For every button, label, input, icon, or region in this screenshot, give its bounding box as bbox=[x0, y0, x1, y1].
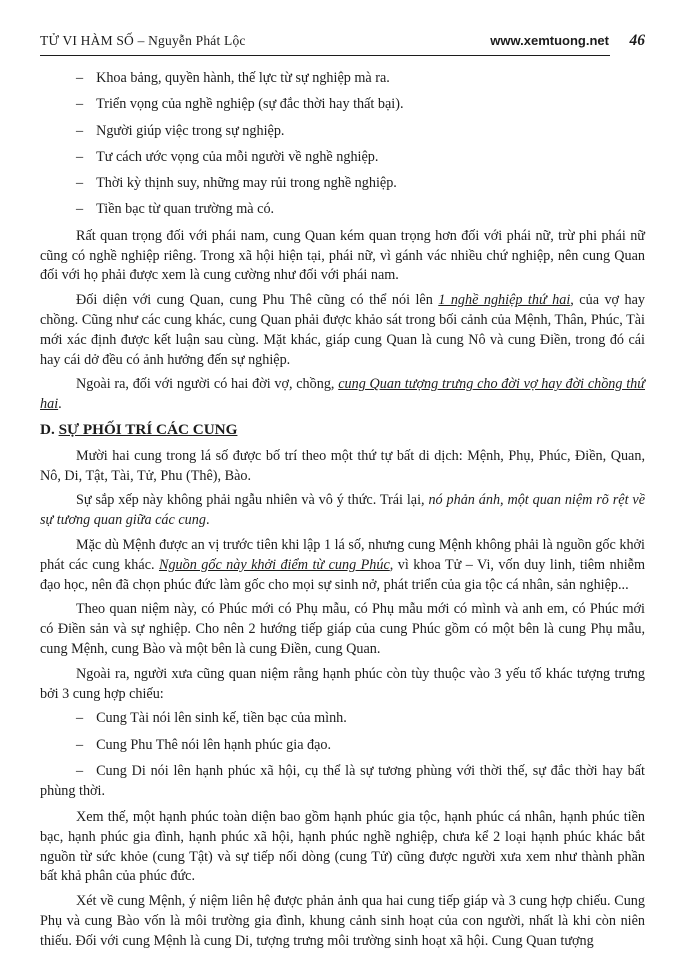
list-bullet: – bbox=[76, 96, 84, 113]
text-run: Ngoài ra, người xưa cũng quan niệm rằng hạnh phúc còn tùy thuộc vào 3 yếu tố khác tượng trưng bởi 3 cung hợp chiếu: bbox=[40, 665, 645, 702]
list-item bbox=[40, 122, 645, 142]
list-item bbox=[40, 709, 645, 729]
list-item bbox=[40, 762, 645, 802]
page-body bbox=[40, 69, 645, 952]
list-bullet: – bbox=[76, 762, 84, 779]
list-bullet: – bbox=[76, 710, 84, 727]
text-run: Người giúp việc trong sự nghiệp. bbox=[96, 122, 285, 139]
header-row bbox=[40, 32, 645, 50]
list-item bbox=[40, 69, 645, 89]
paragraph bbox=[40, 892, 645, 951]
page-header bbox=[40, 32, 645, 56]
text-run: Thời kỳ thịnh suy, những may rủi trong nghề nghiệp. bbox=[96, 175, 397, 192]
text-run: Khoa bảng, quyền hành, thế lực từ sự nghiệp mà ra. bbox=[96, 70, 390, 86]
text-run: , vì khoa Tử – Vi, vốn duy linh, tiêm nhiễm đạo học, nên đã chọn phúc đức làm gốc cho mọi sự sinh nở, phát triển của gia tộc cá nhân, sản nghiệp... bbox=[40, 556, 645, 593]
list-item bbox=[40, 95, 645, 115]
page-number: 46 bbox=[629, 32, 645, 49]
text-run: Theo quan niệm này, có Phúc mới có Phụ mẫu, có Phụ mẫu mới có mình và anh em, có Phúc mới có Điền sản và sự nghiệp. Cho nên 2 hướng tiếp giáp của cung Phúc gồm có một bên là cung Phụ mẫu, cung Mệnh, cung Bào và một bên là cung Điền, cung Quan. bbox=[40, 601, 645, 657]
text-run: Sự sắp xếp này không phải ngẫu nhiên và vô ý thức. Trái lại, bbox=[76, 492, 429, 509]
text-run: Tư cách ước vọng của mỗi người về nghề nghiệp. bbox=[96, 148, 379, 165]
paragraph bbox=[40, 491, 645, 531]
text-run: SỰ PHỐI TRÍ CÁC CUNG bbox=[58, 420, 238, 438]
list-bullet: – bbox=[76, 201, 84, 218]
list-item bbox=[40, 174, 645, 194]
list-item bbox=[40, 148, 645, 168]
text-run: . bbox=[205, 512, 210, 529]
text-run: Tiền bạc từ quan trường mà có. bbox=[96, 201, 275, 218]
paragraph bbox=[40, 600, 645, 659]
paragraph bbox=[40, 808, 645, 887]
text-run: Xem thế, một hạnh phúc toàn diện bao gồm hạnh phúc gia tộc, hạnh phúc cá nhân, hạnh phúc tiền bạc, hạnh phúc gia đình, hạnh phúc xã hội, hạnh phúc nghề nghiệp, chưa kể 2 loại hạnh phúc khác bắt nguồn từ sức khỏe (cung Tật) và sự tiếp nối dòng (cung Tử) cũng được người xưa xem như thành phần bất khả phân của phúc đức. bbox=[40, 809, 645, 885]
text-run: nó phản ánh, một quan niệm rõ rệt về sự tương quan giữa các cung bbox=[40, 492, 645, 529]
header-divider bbox=[40, 55, 610, 56]
paragraph bbox=[40, 665, 645, 705]
paragraph bbox=[40, 447, 645, 487]
text-run: Nguồn gốc này khởi điểm từ cung Phúc bbox=[158, 556, 390, 573]
paragraph bbox=[40, 227, 645, 286]
text-run: Mặc dù Mệnh được an vị trước tiên khi lập 1 lá số, nhưng cung Mệnh không phải là nguồn gốc khởi phát các cung khác. bbox=[40, 536, 645, 573]
list-bullet: – bbox=[76, 148, 84, 165]
section-heading bbox=[40, 420, 645, 440]
list-bullet: – bbox=[76, 70, 84, 86]
list-bullet: – bbox=[76, 736, 84, 753]
list-bullet: – bbox=[76, 175, 84, 192]
paragraph bbox=[40, 536, 645, 595]
text-run: Xét về cung Mệnh, ý niệm liên hệ được phản ảnh qua hai cung tiếp giáp và 3 cung hợp chiếu. Cung Phụ và cung Bào vốn là môi trường gia đình, khung cảnh sinh hoạt của con người, nhất là khi còn niên thiếu. Đối với cung Mệnh là cung Di, tượng trưng môi trường sinh hoạt xã hội. Cung Quan tượng bbox=[40, 893, 645, 949]
text-run: 1 nghề nghiệp thứ hai bbox=[438, 292, 571, 309]
list-bullet: – bbox=[76, 122, 84, 139]
list-item bbox=[40, 736, 645, 756]
text-run: Đối diện với cung Quan, cung Phu Thê cũng có thể nói lên bbox=[76, 292, 439, 309]
website-url: www.xemtuong.net bbox=[490, 33, 609, 48]
text-run: Cung Phu Thê nói lên hạnh phúc gia đạo. bbox=[96, 736, 332, 753]
text-run: Cung Di nói lên hạnh phúc xã hội, cụ thể là sự tương phùng với thời thế, sự đắc thời hay bất phùng thời. bbox=[40, 762, 645, 799]
text-run: Ngoài ra, đối với người có hai đời vợ, chồng, bbox=[76, 376, 339, 393]
text-run: Triển vọng của nghề nghiệp (sự đắc thời hay thất bại). bbox=[96, 96, 404, 113]
text-run: , của vợ hay chồng. Cũng như các cung khác, cung Quan phải được khảo sát trong bối cảnh của Mệnh, Thân, Phúc, Tài mới xác định được kết luận sau cùng. Mặt khác, giáp cung Quan là cung Nô và cung Điền, trong đó cái hay cái dở đều có ảnh hưởng đến sự nghiệp. bbox=[40, 292, 645, 368]
text-run: Mười hai cung trong lá số được bố trí theo một thứ tự bất di dịch: Mệnh, Phụ, Phúc, Điền, Quan, Nô, Di, Tật, Tài, Tử, Phu (Thê), Bào. bbox=[40, 447, 645, 484]
paragraph bbox=[40, 291, 645, 370]
list-item bbox=[40, 200, 645, 220]
book-title: TỬ VI HÀM SỐ – Nguyễn Phát Lộc bbox=[40, 33, 246, 48]
text-run: D. bbox=[40, 420, 59, 438]
text-run: . bbox=[58, 396, 62, 413]
paragraph bbox=[40, 375, 645, 415]
text-run: Rất quan trọng đối với phái nam, cung Quan kém quan trọng hơn đối với phái nữ, trừ phi phái nữ cũng có nghề nghiệp riêng. Trong xã hội hiện tại, phái nữ, vì gánh vác nhiều chứ nghiệp, nên cung Quan đối với họ phải được xem là cung cường như đối với phái nam. bbox=[40, 227, 645, 284]
text-run: Cung Tài nói lên sinh kế, tiền bạc của mình. bbox=[96, 710, 347, 727]
text-run: cung Quan tượng trưng cho đời vợ hay đời chồng thứ hai bbox=[40, 376, 646, 413]
